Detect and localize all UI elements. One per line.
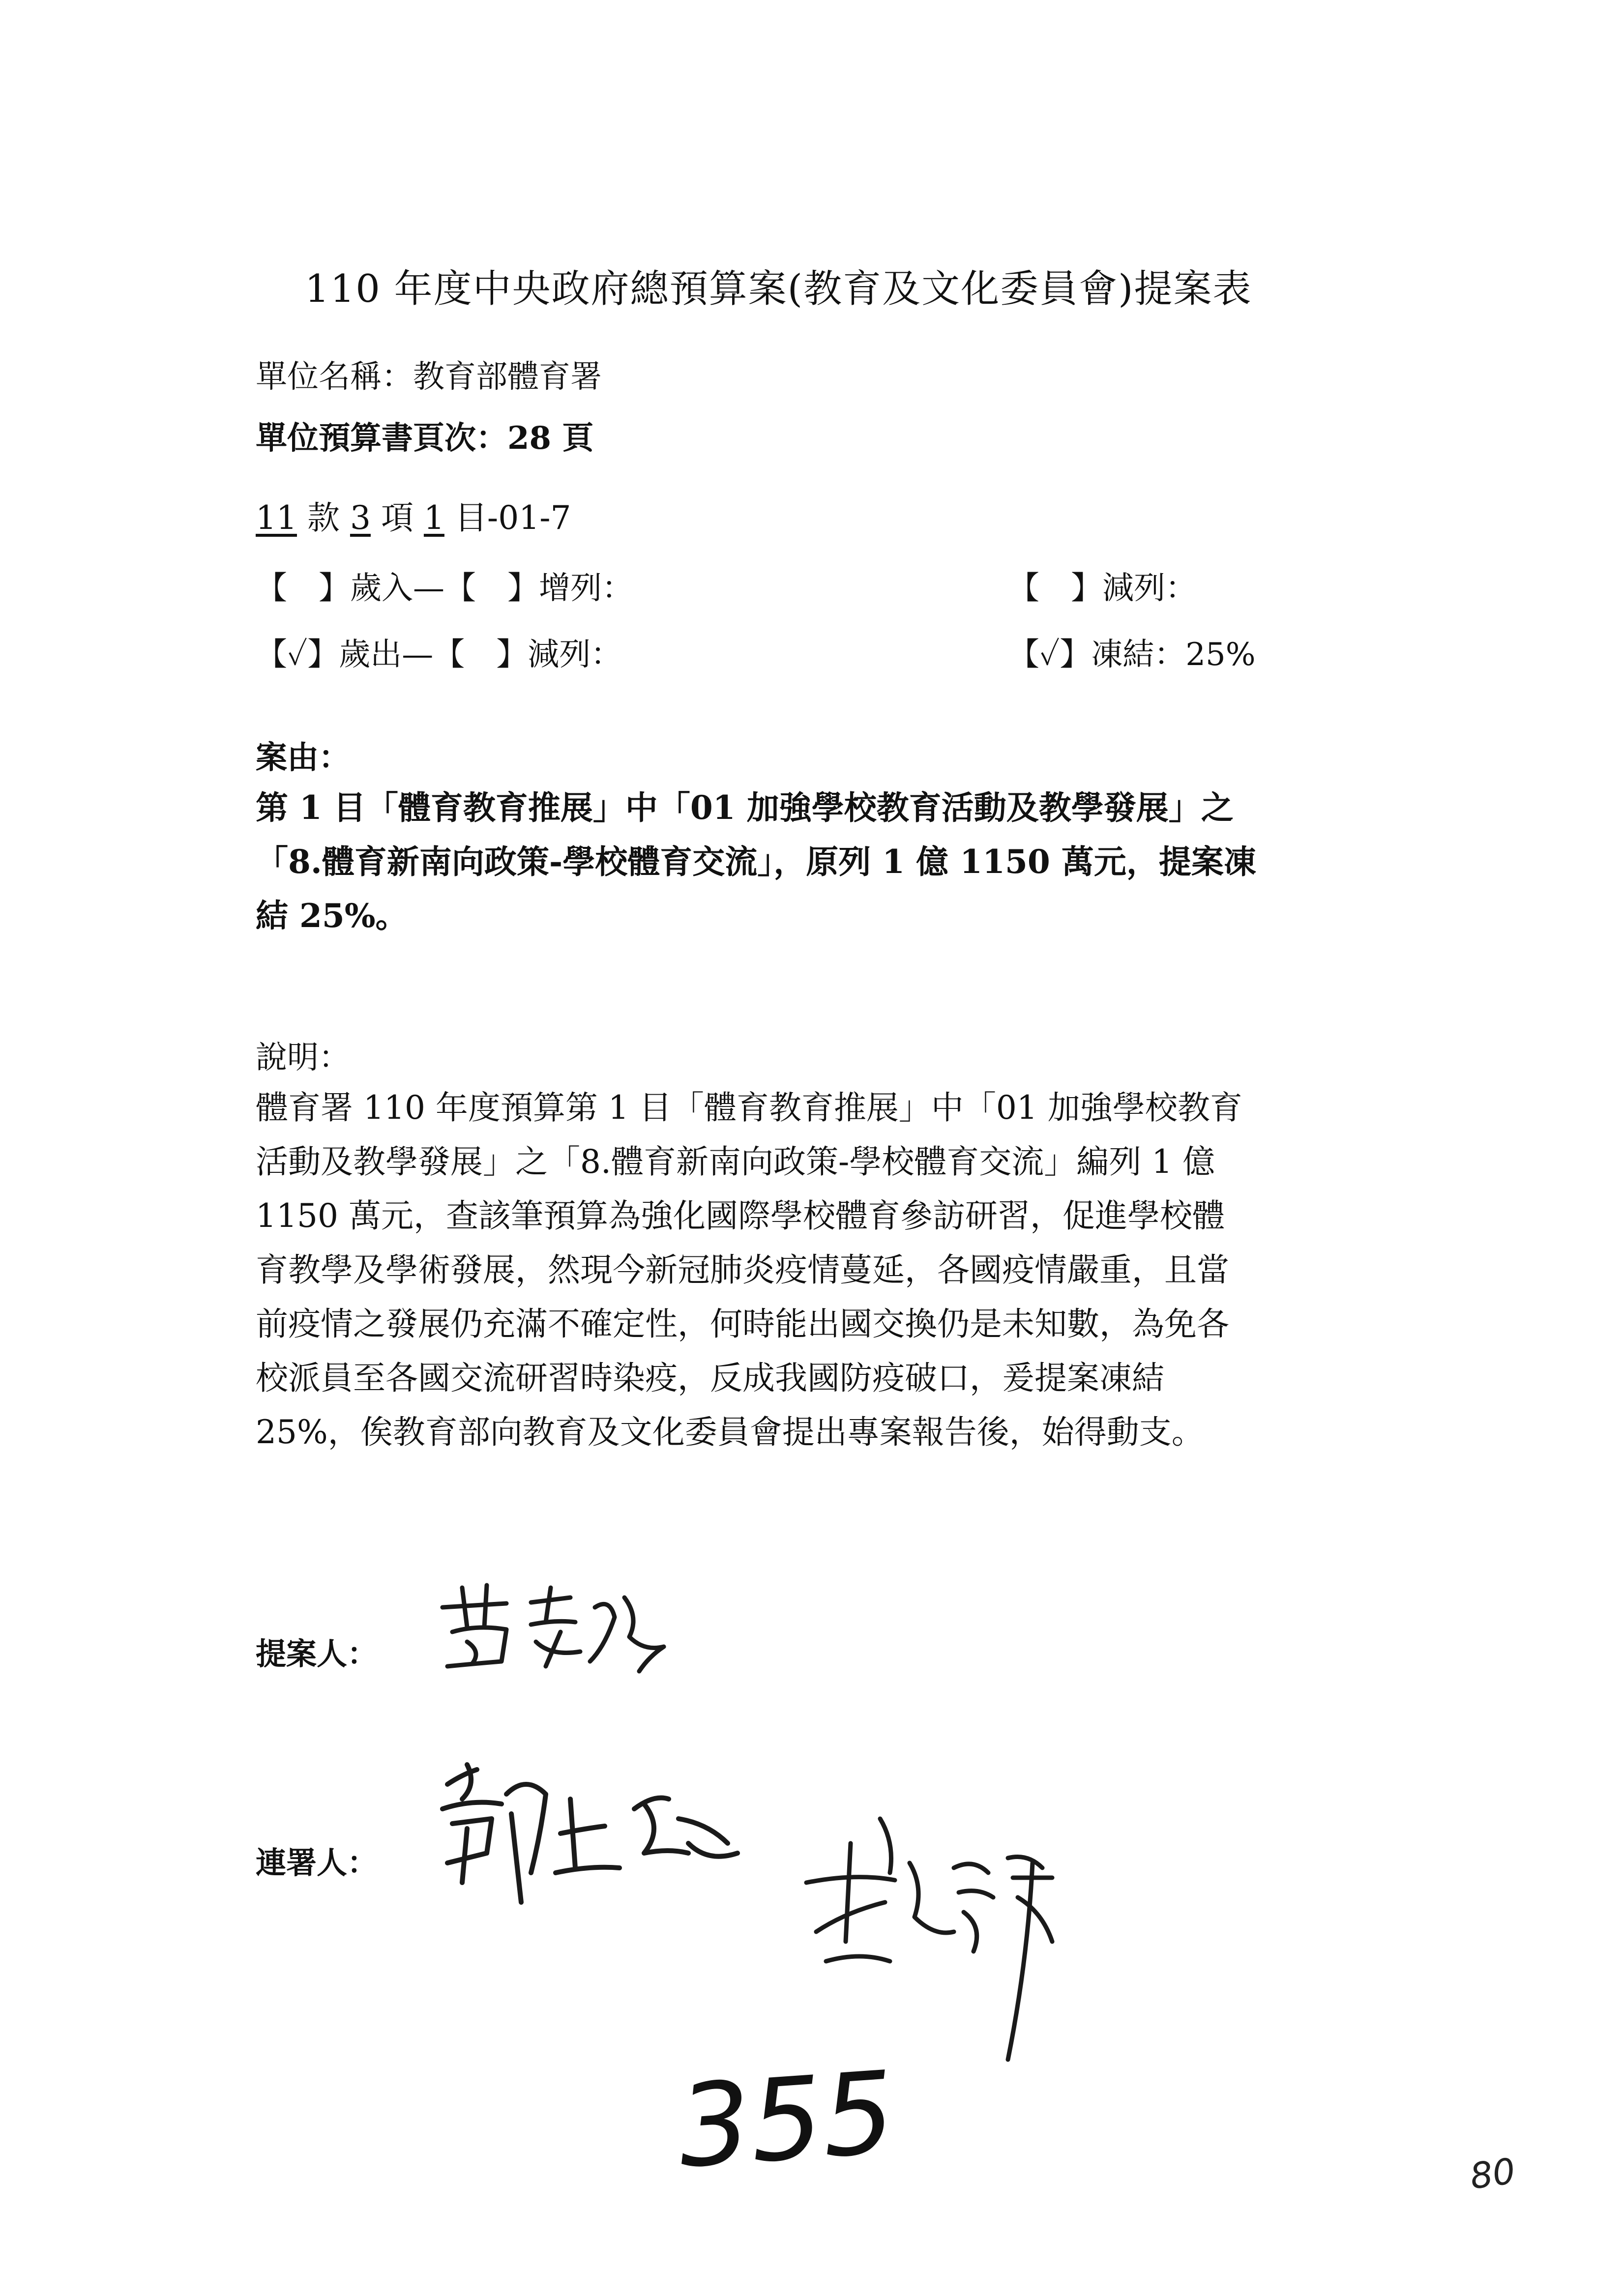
revenue-decrease-checkbox: 【 】 [1008,570,1102,607]
explanation-line-5: 前疫情之發展仍充滿不確定性，何時能出國交換仍是未知數，為免各 [256,1305,1229,1343]
revenue-increase-label: 增列： [539,570,633,607]
explanation-heading: 說明： [256,1040,350,1076]
unit-name-label: 單位名稱： [256,359,413,395]
explanation-line-1: 體育署 110 年度預算第 1 目「體育教育推展」中「01 加強學校教育 [256,1089,1242,1127]
explanation-line-7: 25%，俟教育部向教育及文化委員會提出專案報告後，始得動支。 [256,1413,1204,1451]
page-number: 80 [1467,2150,1518,2197]
expenditure-decrease-checkbox: 【 】 [433,637,528,673]
budget-code [256,492,571,538]
revenue-checkbox: 【 】 [256,570,350,607]
proposer-signature [433,1578,688,1676]
explanation-line-2: 活動及教學發展」之「8.體育新南向政策-學校體育交流」編列 1 億 [256,1143,1215,1181]
page-ref-label: 單位預算書頁次： [256,420,507,457]
revenue-increase-checkbox: 【 】 [444,570,539,607]
budget-mu-label: 目 [454,499,487,537]
freeze-checkbox: 【✓】 [1008,637,1092,673]
revenue-decrease-label: 減列： [1102,570,1197,607]
expenditure-decrease-label: 減列： [528,637,622,673]
reason-line-1: 第 1 目「體育教育推展」中「01 加強學校教育活動及教學發展」之 [256,788,1234,827]
reason-line-2: 「8.體育新南向政策-學校體育交流」，原列 1 億 1150 萬元，提案凍 [256,843,1256,881]
budget-kuan-label: 款 [307,499,340,537]
document-title: 110 年度中央政府總預算案(教育及文化委員會)提案表 [305,267,1252,311]
page-ref-value: 28 頁 [507,420,594,457]
budget-xiang-number: 3 [350,499,371,537]
freeze-label: 凍結：25% [1091,637,1256,673]
cosigner-signature-1 [433,1755,757,1917]
reason-heading: 案由： [256,739,350,776]
revenue-label: 歲入— [350,570,444,607]
unit-name-row [256,351,602,397]
budget-kuan-number: 11 [256,499,297,537]
page-ref-row [256,413,593,458]
explanation-line-4: 育教學及學術發展，然現今新冠肺炎疫情蔓延，各國疫情嚴重，且當 [256,1251,1229,1289]
expenditure-checkbox: 【✓】 [256,637,339,673]
reason-line-3: 結 25%。 [256,897,408,935]
budget-xiang-label: 項 [381,499,413,537]
option-row-expenditure [256,629,622,674]
budget-mu-number: 1 [423,499,444,537]
explanation-line-6: 校派員至各國交流研習時染疫，反成我國防疫破口，爰提案凍結 [256,1359,1164,1397]
cosigner-label: 連署人： [256,1845,378,1881]
option-row-revenue [256,563,633,608]
option-row-expenditure-right [1008,629,1256,674]
unit-name-value: 教育部體育署 [413,359,602,395]
expenditure-label: 歲出— [339,637,434,673]
proposer-label: 提案人： [256,1636,378,1672]
budget-suffix: -01-7 [487,499,571,537]
option-row-revenue-right [1008,563,1197,608]
explanation-line-3: 1150 萬元，查該筆預算為強化國際學校體育參訪研習，促進學校體 [256,1197,1225,1235]
cosigner-signature-2 [797,1814,1092,2069]
handwritten-number: 355 [674,2047,899,2193]
